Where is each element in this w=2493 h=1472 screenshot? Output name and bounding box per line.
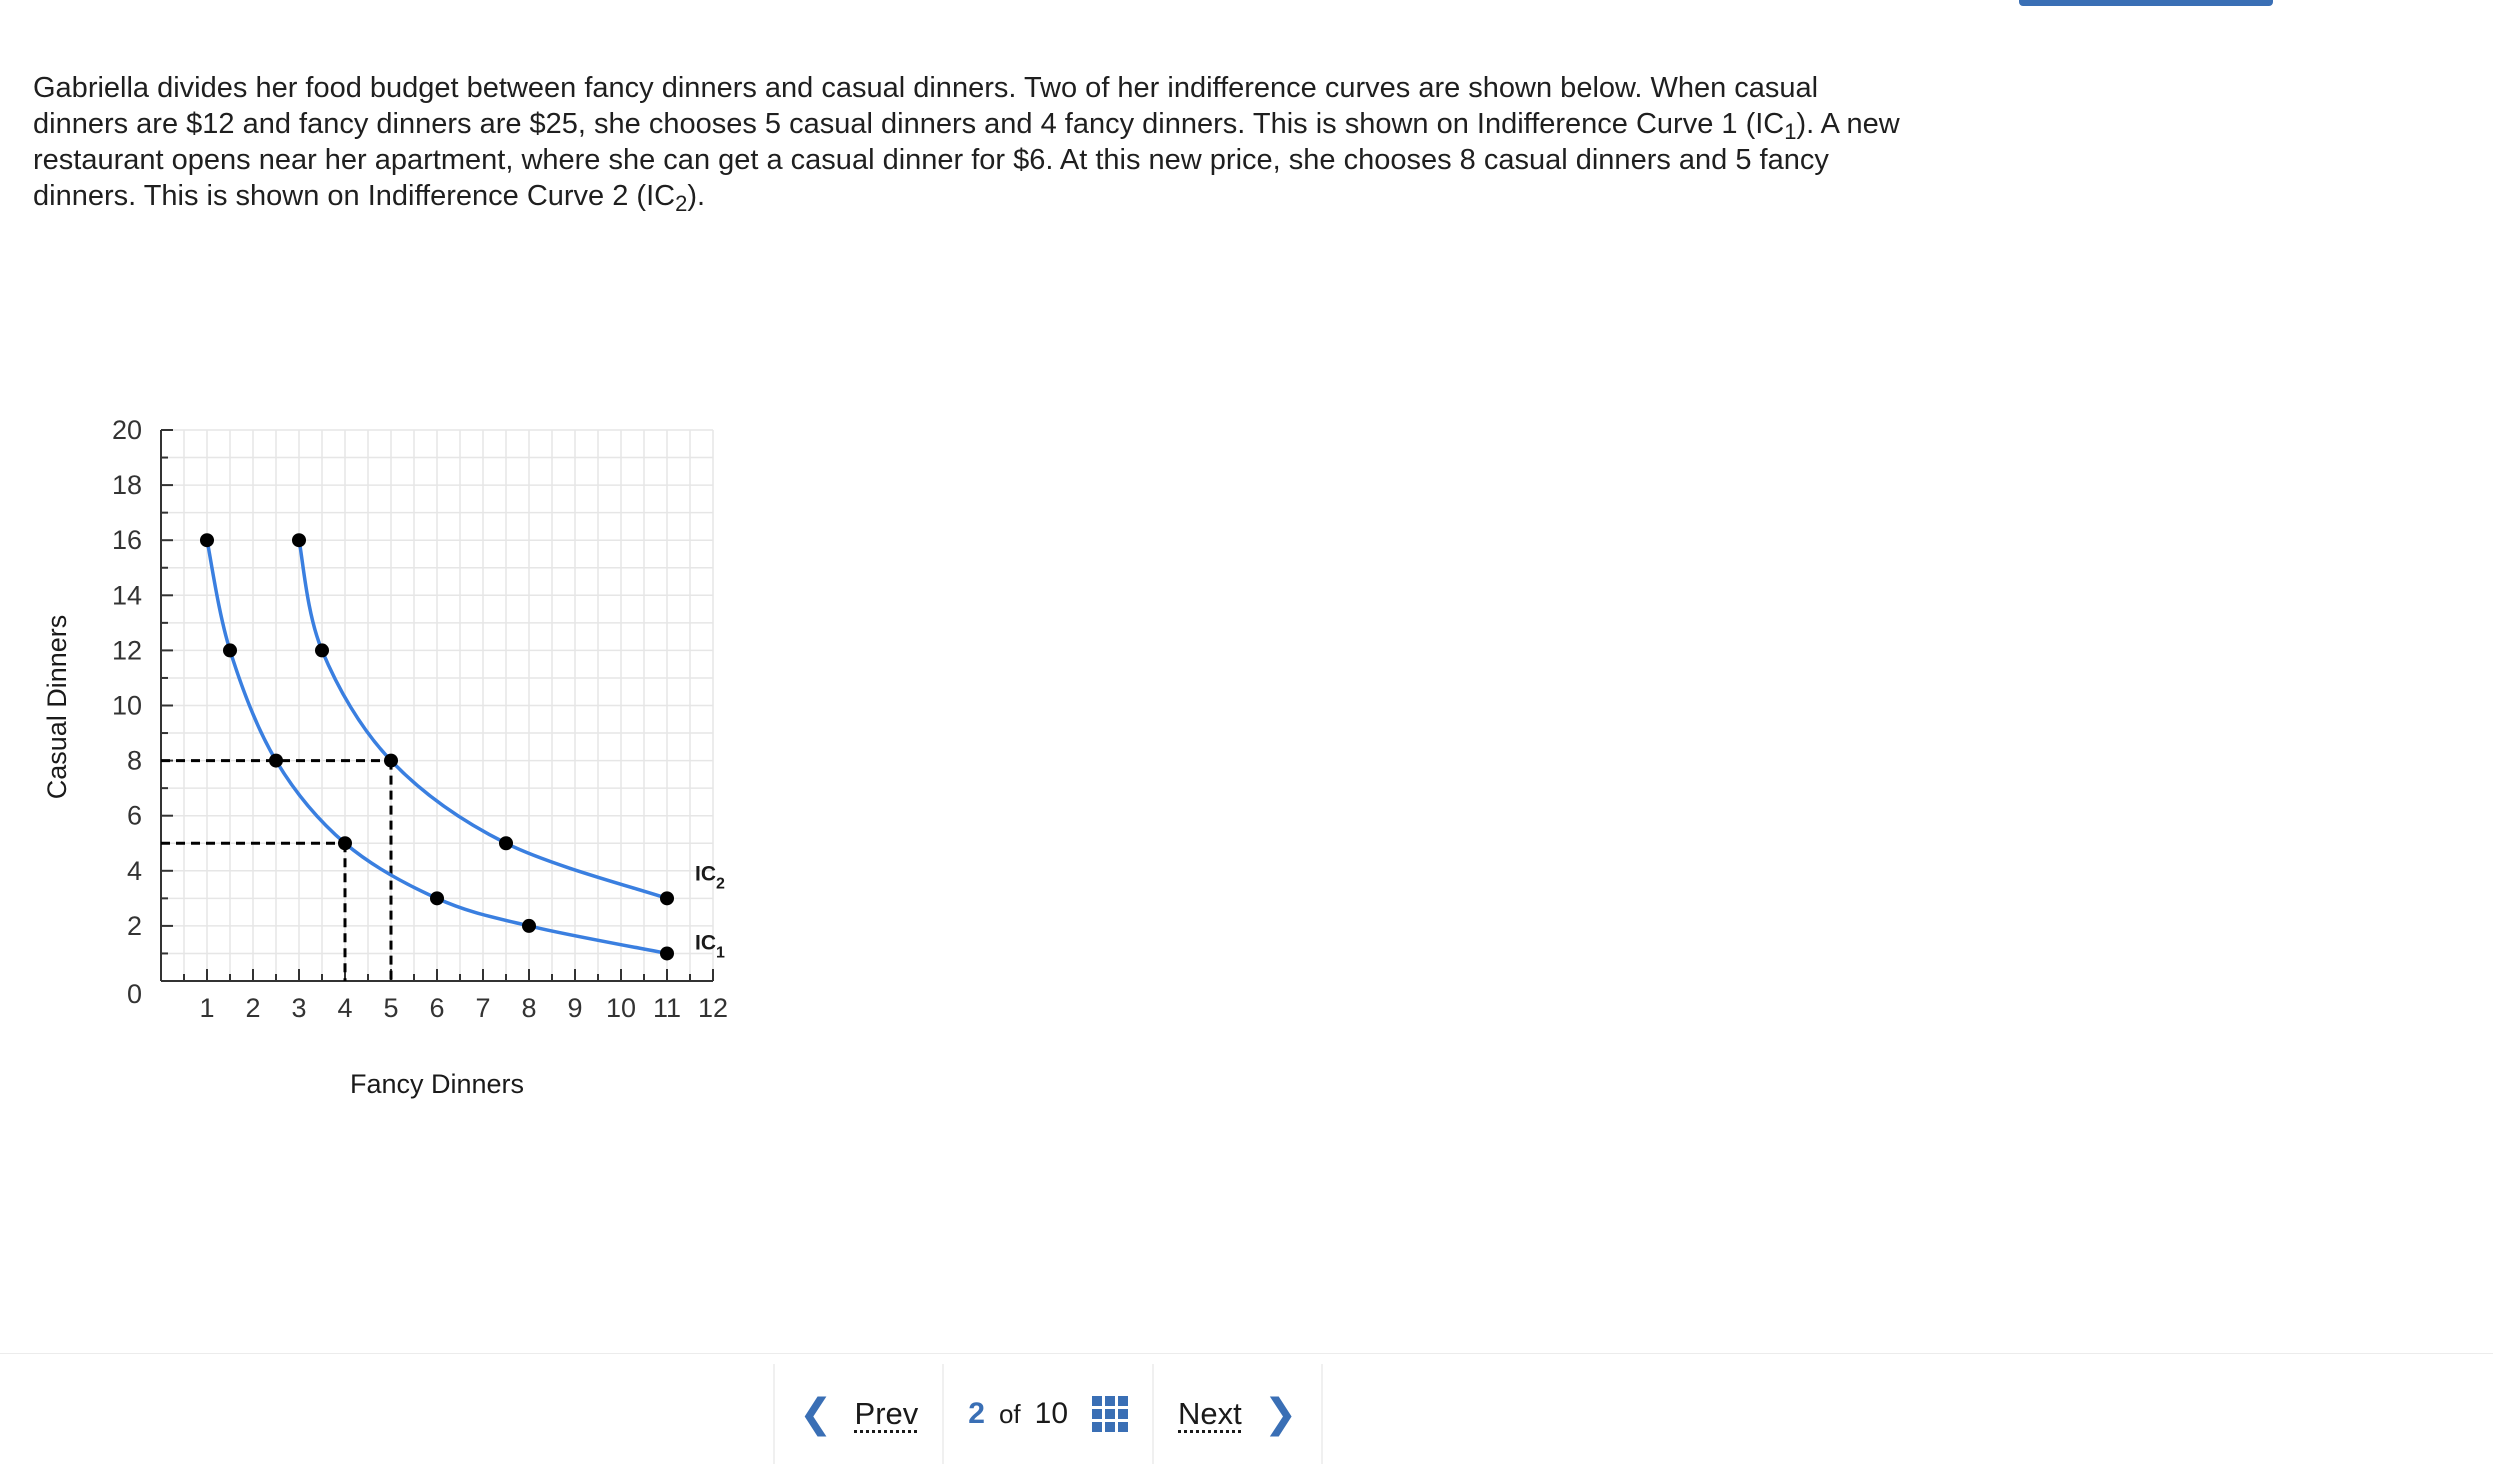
y-tick-label: 2 <box>126 910 142 941</box>
x-tick-label: 9 <box>567 993 583 1023</box>
chevron-right-icon: ❯ <box>1263 1392 1298 1436</box>
y-tick-label: 6 <box>126 800 142 831</box>
ic1-label: $IC_1$ <box>695 931 725 962</box>
ic2-point <box>292 533 306 547</box>
current-page: 2 <box>968 1397 985 1430</box>
prev-button[interactable] <box>773 1364 942 1464</box>
x-tick-label: 7 <box>475 993 491 1023</box>
grid-icon[interactable] <box>1092 1396 1128 1432</box>
ic1-point <box>269 754 283 768</box>
question-text: Gabriella divides her food budget between fancy dinners and casual dinners. Two of her indifference curves are shown below. When casual dinners are $12 and fancy dinners are $25, she chooses 5 casual dinners and 4 fancy dinners. This is shown on Indifference Curve 1 $(IC_1)$. A new restaurant opens near her apartment, where she can get a casual dinner for $6. At this new price, she chooses 8 casual dinners and 5 fancy dinners. This is shown on Indifference Curve 2 $(IC_2)$. <box>33 72 1900 216</box>
prev-label[interactable]: Prev <box>854 1396 919 1431</box>
ic2-label: $IC_2$ <box>695 862 725 893</box>
y-tick-label: 0 <box>126 979 142 1009</box>
x-axis-title: Fancy Dinners <box>349 1069 525 1099</box>
x-tick-label: 8 <box>521 993 537 1023</box>
indifference-chart <box>0 380 800 1130</box>
y-axis-title: Casual Dinners <box>42 614 72 800</box>
x-tick-label: 2 <box>245 993 261 1023</box>
x-tick-label: 5 <box>383 993 399 1023</box>
page-indicator <box>942 1364 1152 1464</box>
next-label[interactable]: Next <box>1178 1396 1242 1431</box>
ic2-point <box>660 891 674 905</box>
chart-svg <box>0 380 800 1130</box>
ic2-point <box>499 836 513 850</box>
y-tick-label: 4 <box>126 855 142 886</box>
x-tick-label: 3 <box>291 993 307 1023</box>
y-tick-label: 10 <box>111 690 142 721</box>
x-tick-label: 4 <box>337 993 353 1023</box>
x-tick-label: 12 <box>697 993 729 1023</box>
y-tick-label: 18 <box>111 470 142 501</box>
ic2-point <box>315 643 329 657</box>
ic1-point <box>200 533 214 547</box>
y-tick-label: 8 <box>126 745 142 776</box>
y-tick-label: 14 <box>111 580 142 611</box>
x-tick-label: 6 <box>429 993 445 1023</box>
y-tick-label: 16 <box>111 525 142 556</box>
ic1-point <box>660 946 674 960</box>
x-tick-label: 1 <box>199 993 215 1023</box>
footer-navigation <box>0 1353 2493 1472</box>
ic1-point <box>522 919 536 933</box>
ic2-point <box>384 754 398 768</box>
pager <box>773 1364 1323 1464</box>
next-button[interactable] <box>1152 1364 1323 1464</box>
page-of-label: of <box>998 1398 1021 1429</box>
ic1-point <box>223 643 237 657</box>
y-tick-label: 12 <box>111 635 142 666</box>
ic1-point <box>338 836 352 850</box>
y-tick-label: 20 <box>111 415 142 445</box>
top-accent-bar <box>2019 0 2273 6</box>
x-tick-label: 10 <box>605 993 637 1023</box>
total-pages: 10 <box>1034 1397 1069 1430</box>
chevron-left-icon: ❮ <box>799 1392 833 1436</box>
x-tick-label: 11 <box>652 993 682 1023</box>
ic1-point <box>430 891 444 905</box>
